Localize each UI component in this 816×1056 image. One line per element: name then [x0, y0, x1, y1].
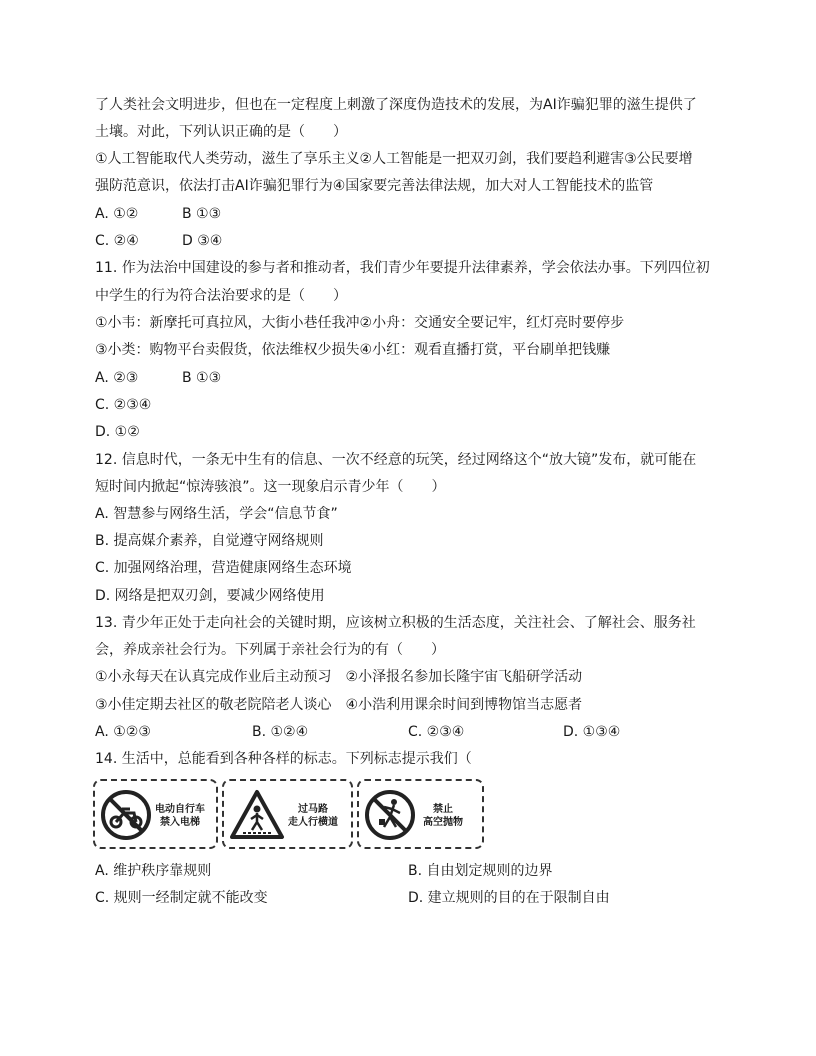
q14-stem: 14. 生活中，总能看到各种各样的标志。下列标志提示我们（ [95, 751, 472, 767]
sign-3-line-2: 高空抛物 [423, 817, 463, 828]
q14-choice-d: D. 建立规则的目的在于限制自由 [408, 890, 610, 906]
q13-stem-line-1: 13. 青少年正处于走向社会的关键时期，应该树立积极的生活态度，关注社会、了解社会、服务社 [95, 615, 696, 631]
choice-d: D ③④ [182, 233, 223, 249]
sign-1-line-2: 禁入电梯 [160, 817, 200, 828]
sign-3-line-1: 禁止 [433, 804, 453, 815]
q14-choice-c: C. 规则一经制定就不能改变 [95, 890, 268, 906]
q13-choice-c: C. ②③④ [408, 724, 465, 740]
q11-choice-c: C. ②③④ [95, 397, 152, 413]
q11-choice-b: B ①③ [182, 370, 222, 386]
crosswalk-warning-icon [229, 789, 285, 841]
intro-option-line-1: ①人工智能取代人类劳动，滋生了享乐主义②人工智能是一把双刃剑，我们要趋利避害③公民要增 [95, 151, 693, 167]
q12-stem-line-2: 短时间内掀起“惊涛骇浪”。这一现象启示青少年（ ） [95, 479, 446, 495]
q12-choice-c: C. 加强网络治理，营造健康网络生态环境 [95, 560, 352, 576]
q13-stem-line-2: 会，养成亲社会行为。下列属于亲社会行为的有（ ） [95, 642, 445, 658]
q14-choice-b: B. 自由划定规则的边界 [408, 863, 553, 879]
q11-option-line-2: ③小类：购物平台卖假货，依法维权少损失④小红：观看直播打赏，平台刷单把钱赚 [95, 342, 611, 358]
q12-choice-b: B. 提高媒介素养，自觉遵守网络规则 [95, 533, 324, 549]
sign-use-crosswalk [222, 779, 353, 849]
q13-choice-b: B. ①②④ [252, 724, 309, 740]
sign-1-line-1: 电动自行车 [155, 804, 205, 815]
q13-option-line-2: ③小佳定期去社区的敬老院陪老人谈心 ④小浩利用课余时间到博物馆当志愿者 [95, 697, 583, 713]
q13-choice-d: D. ①③④ [563, 724, 621, 740]
sign-no-high-throwing [357, 779, 484, 849]
q11-choice-d: D. ①② [95, 424, 140, 440]
sign-panel [93, 779, 485, 851]
q11-choice-a: A. ②③ [95, 370, 139, 386]
q13-option-line-1: ①小永每天在认真完成作业后主动预习 ②小泽报名参加长隆宇宙飞船研学活动 [95, 669, 583, 685]
no-throwing-icon [364, 789, 416, 841]
intro-line-1: 了人类社会文明进步，但也在一定程度上刺激了深度伪造技术的发展，为AI诈骗犯罪的滋生提供了 [95, 97, 697, 113]
q12-stem-line-1: 12. 信息时代，一条无中生有的信息、一次不经意的玩笑，经过网络这个“放大镜”发布，就可能在 [95, 452, 697, 468]
no-ebike-icon [100, 789, 152, 841]
choice-c: C. ②④ [95, 233, 139, 249]
choice-b: B ①③ [182, 206, 222, 222]
sign-2-line-2: 走人行横道 [288, 817, 338, 828]
q11-stem-line-1: 11. 作为法治中国建设的参与者和推动者，我们青少年要提升法律素养，学会依法办事。下列四位初 [95, 260, 710, 276]
q12-choice-d: D. 网络是把双刃剑，要减少网络使用 [95, 588, 325, 604]
q12-choice-a: A. 智慧参与网络生活，学会“信息节食” [95, 506, 338, 522]
intro-line-2: 土壤。对此，下列认识正确的是（ ） [95, 124, 347, 140]
sign-2-line-1: 过马路 [298, 804, 328, 815]
choice-a: A. ①② [95, 206, 139, 222]
q13-choice-a: A. ①②③ [95, 724, 151, 740]
q11-option-line-1: ①小韦：新摩托可真拉风，大街小巷任我冲②小舟：交通安全要记牢，红灯亮时要停步 [95, 315, 625, 331]
q14-choice-a: A. 维护秩序靠规则 [95, 863, 212, 879]
sign-no-ebike-elevator [93, 779, 218, 849]
intro-option-line-2: 强防范意识，依法打击AI诈骗犯罪行为④国家要完善法律法规，加大对人工智能技术的监管 [95, 178, 654, 194]
q11-stem-line-2: 中学生的行为符合法治要求的是（ ） [95, 288, 347, 304]
